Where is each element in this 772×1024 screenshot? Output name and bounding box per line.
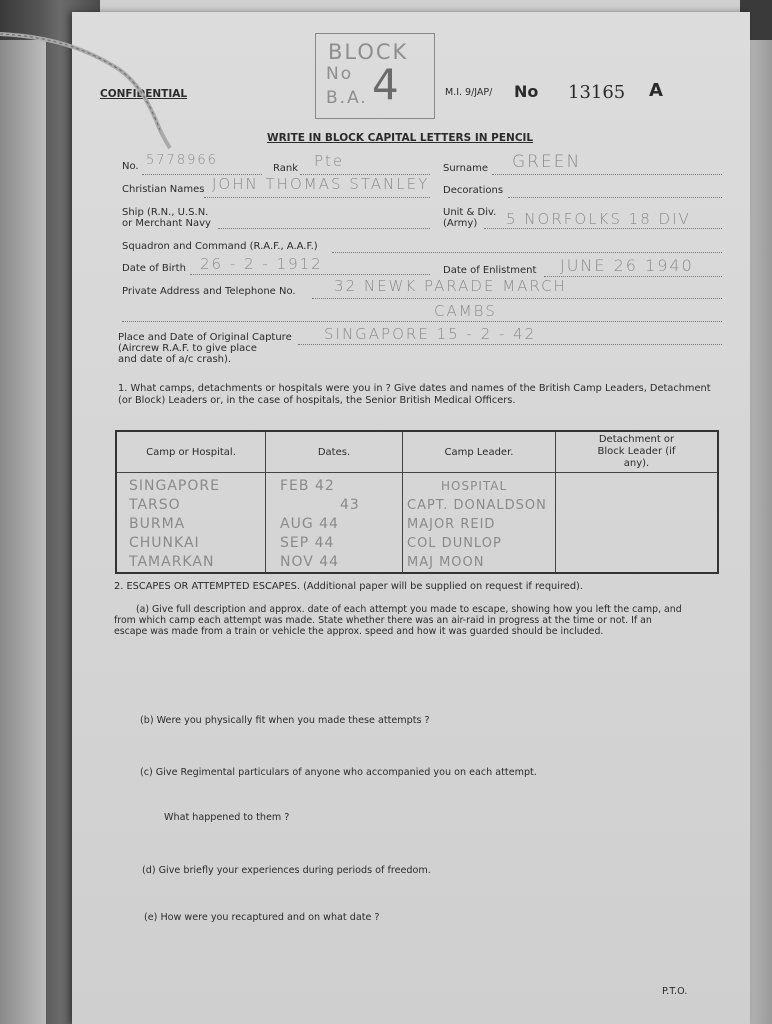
date-cell: FEB 42 — [280, 478, 335, 494]
address-label: Private Address and Telephone No. — [122, 286, 296, 297]
section2-b: (b) Were you physically fit when you made these attempts ? — [140, 715, 430, 726]
date-cell: AUG 44 — [280, 516, 339, 532]
underlying-page-left — [0, 40, 46, 1024]
leader-column — [403, 473, 556, 574]
ship-label-1: Ship (R.N., U.S.N. — [122, 207, 209, 218]
camp-cell: CHUNKAI — [129, 535, 200, 551]
dob-line — [190, 274, 430, 275]
date-cell: SEP 44 — [280, 535, 335, 551]
section2-a-line3: escape was made from a train or vehicle the approx. speed and how it was guarded should be included. — [114, 626, 604, 637]
enlistment-line — [544, 276, 722, 277]
block-stamp — [315, 33, 435, 119]
camp-cell: TARSO — [129, 497, 181, 513]
col-header-leader: Camp Leader. — [403, 431, 556, 473]
leader-cell: MAJOR REID — [407, 517, 496, 532]
capture-label-1: Place and Date of Original Capture — [118, 332, 292, 343]
leader-cell: HOSPITAL — [441, 479, 508, 493]
no-value: 5778966 — [146, 153, 218, 168]
address-line-1 — [312, 298, 722, 299]
date-cell: 43 — [340, 497, 360, 513]
unit-label-2: (Army) — [443, 218, 478, 229]
section1-line2: (or Block) Leaders or, in the case of hospitals, the Senior British Medical Officers. — [118, 395, 516, 406]
col-header-detachment: Detachment or Block Leader (if any). — [556, 431, 719, 473]
christian-names-label: Christian Names — [122, 184, 205, 195]
binding-string — [0, 30, 190, 150]
surname-label: Surname — [443, 163, 488, 174]
dob-label: Date of Birth — [122, 263, 186, 274]
stamp-ba-text: B.A. — [326, 88, 368, 108]
leader-cell: CAPT. DONALDSON — [407, 498, 547, 513]
surname-value: GREEN — [512, 152, 582, 172]
capture-line — [298, 344, 722, 345]
unit-label-1: Unit & Div. — [443, 207, 497, 218]
stamp-handwritten-number: 4 — [372, 60, 401, 109]
no-label: No. — [122, 161, 139, 172]
ship-line — [218, 228, 430, 229]
date-cell: NOV 44 — [280, 554, 340, 570]
capture-label-3: and date of a/c crash). — [118, 354, 232, 365]
surname-line — [492, 174, 722, 175]
camp-cell: TAMARKAN — [129, 554, 215, 570]
col-header-camp: Camp or Hospital. — [116, 431, 266, 473]
camps-table-header — [116, 431, 718, 473]
dob-value: 26 - 2 - 1912 — [200, 255, 323, 273]
stamp-no-text: No — [326, 64, 354, 84]
pencil-instruction: WRITE IN BLOCK CAPITAL LETTERS IN PENCIL — [267, 132, 534, 144]
stamp-block-text: BLOCK — [328, 40, 409, 64]
squadron-line — [332, 252, 722, 253]
section2-c-followup: What happened to them ? — [164, 812, 290, 823]
decorations-label: Decorations — [443, 185, 504, 196]
section2-d: (d) Give briefly your experiences during periods of freedom. — [142, 865, 431, 876]
confidential-label: CONFIDENTIAL — [100, 88, 188, 100]
camp-cell: BURMA — [129, 516, 186, 532]
section2-a-line2: from which camp each attempt was made. State whether there was an air-raid in progress at the time or not. If an — [114, 615, 652, 626]
capture-label-2: (Aircrew R.A.F. to give place — [118, 343, 257, 354]
rank-label: Rank — [273, 163, 298, 174]
leader-cell: MAJ MOON — [407, 555, 485, 570]
decorations-line — [508, 197, 722, 198]
enlistment-label: Date of Enlistment — [443, 265, 537, 276]
camps-table — [115, 430, 719, 574]
christian-names-line — [204, 197, 430, 198]
section2-a-line1: (a) Give full description and approx. date of each attempt you made to escape, showing how you left the camp, and — [136, 604, 682, 615]
address-value-2: CAMBS — [434, 302, 497, 320]
rank-value: Pte — [314, 152, 345, 170]
unit-value: 5 NORFOLKS 18 DIV — [506, 210, 691, 228]
pto-label: P.T.O. — [662, 986, 688, 997]
section2-c: (c) Give Regimental particulars of anyone who accompanied you on each attempt. — [140, 767, 537, 778]
serial-number: 13165 — [568, 82, 626, 103]
section2-title: 2. ESCAPES OR ATTEMPTED ESCAPES. (Additional paper will be supplied on request if required). — [114, 581, 583, 592]
address-value-1: 32 NEWK PARADE MARCH — [334, 277, 567, 295]
camp-column — [116, 473, 266, 574]
serial-no-label: No — [514, 82, 539, 101]
section2-e: (e) How were you recaptured and on what date ? — [144, 912, 380, 923]
enlistment-value: JUNE 26 1940 — [560, 256, 694, 275]
christian-names-value: JOHN THOMAS STANLEY — [212, 175, 430, 193]
section1-line1: 1. What camps, detachments or hospitals were you in ? Give dates and names of the British Camp Leaders, Detachment — [118, 383, 711, 394]
capture-value: SINGAPORE 15 - 2 - 42 — [324, 325, 537, 343]
col-header-dates: Dates. — [266, 431, 403, 473]
dates-column — [266, 473, 403, 574]
unit-line — [484, 228, 722, 229]
camp-cell: SINGAPORE — [129, 478, 220, 494]
ref-code: M.I. 9/JAP/ — [445, 87, 493, 98]
form-sheet — [72, 12, 750, 1024]
squadron-label: Squadron and Command (R.A.F., A.A.F.) — [122, 241, 318, 252]
leader-cell: COL DUNLOP — [407, 536, 502, 551]
detachment-column — [556, 473, 719, 574]
ship-label-2: or Merchant Navy — [122, 218, 211, 229]
serial-suffix: A — [649, 80, 663, 101]
address-line-2 — [122, 321, 722, 322]
